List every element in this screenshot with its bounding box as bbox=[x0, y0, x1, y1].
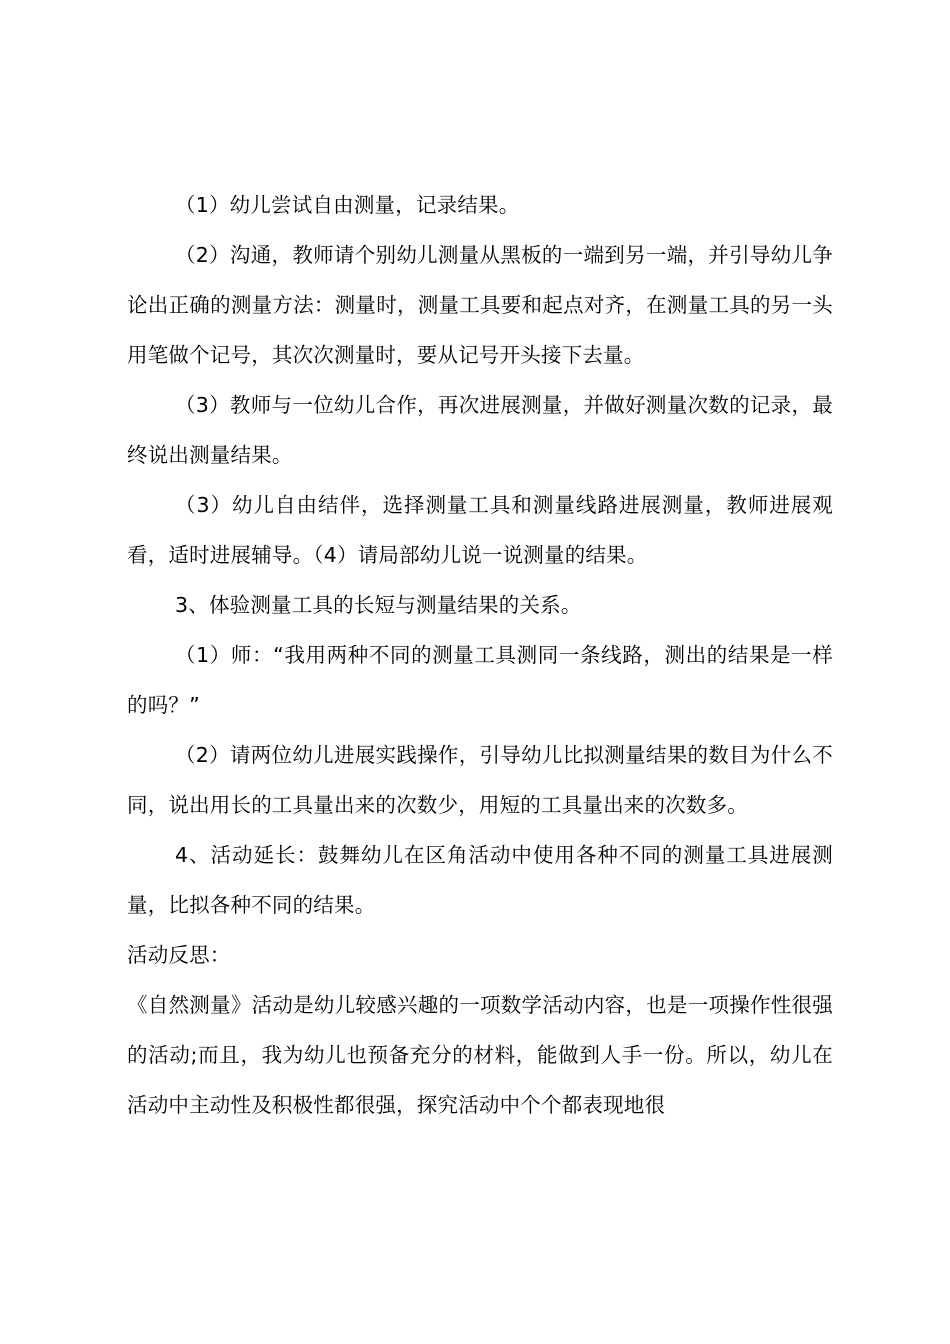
paragraph-teacher-question: （1）师：“我用两种不同的测量工具测同一条线路，测出的结果是一样的吗？” bbox=[127, 643, 833, 717]
reflection-heading: 活动反思： bbox=[127, 943, 231, 967]
paragraph-step-1: （1）幼儿尝试自由测量，记录结果。 bbox=[175, 193, 520, 217]
reflection-paragraph: 《自然测量》活动是幼儿较感兴趣的一项数学活动内容，也是一项操作性很强的活动;而且，我为幼儿也预备充分的材料，能做到人手一份。所以，幼儿在活动中主动性及积极性都很强，探究活动中个个都表现地很 bbox=[127, 993, 833, 1117]
section-heading-3: 3、体验测量工具的长短与测量结果的关系。 bbox=[175, 593, 582, 617]
document-body bbox=[127, 180, 833, 1130]
paragraph-step-3a: （3）教师与一位幼儿合作，再次进展测量，并做好测量次数的记录，最终说出测量结果。 bbox=[127, 393, 833, 467]
paragraph-step-2: （2）沟通，教师请个别幼儿测量从黑板的一端到另一端，并引导幼儿争论出正确的测量方法：测量时，测量工具要和起点对齐，在测量工具的另一头用笔做个记号，其次次测量时，要从记号开头接下去量。 bbox=[127, 243, 833, 367]
paragraph-step-3b: （3）幼儿自由结伴，选择测量工具和测量线路进展测量，教师进展观看，适时进展辅导。（4）请局部幼儿说一说测量的结果。 bbox=[127, 493, 833, 567]
section-heading-4: 4、活动延长：鼓舞幼儿在区角活动中使用各种不同的测量工具进展测量，比拟各种不同的结果。 bbox=[127, 843, 833, 917]
paragraph-practice: （2）请两位幼儿进展实践操作，引导幼儿比拟测量结果的数目为什么不同，说出用长的工具量出来的次数少，用短的工具量出来的次数多。 bbox=[127, 743, 833, 817]
